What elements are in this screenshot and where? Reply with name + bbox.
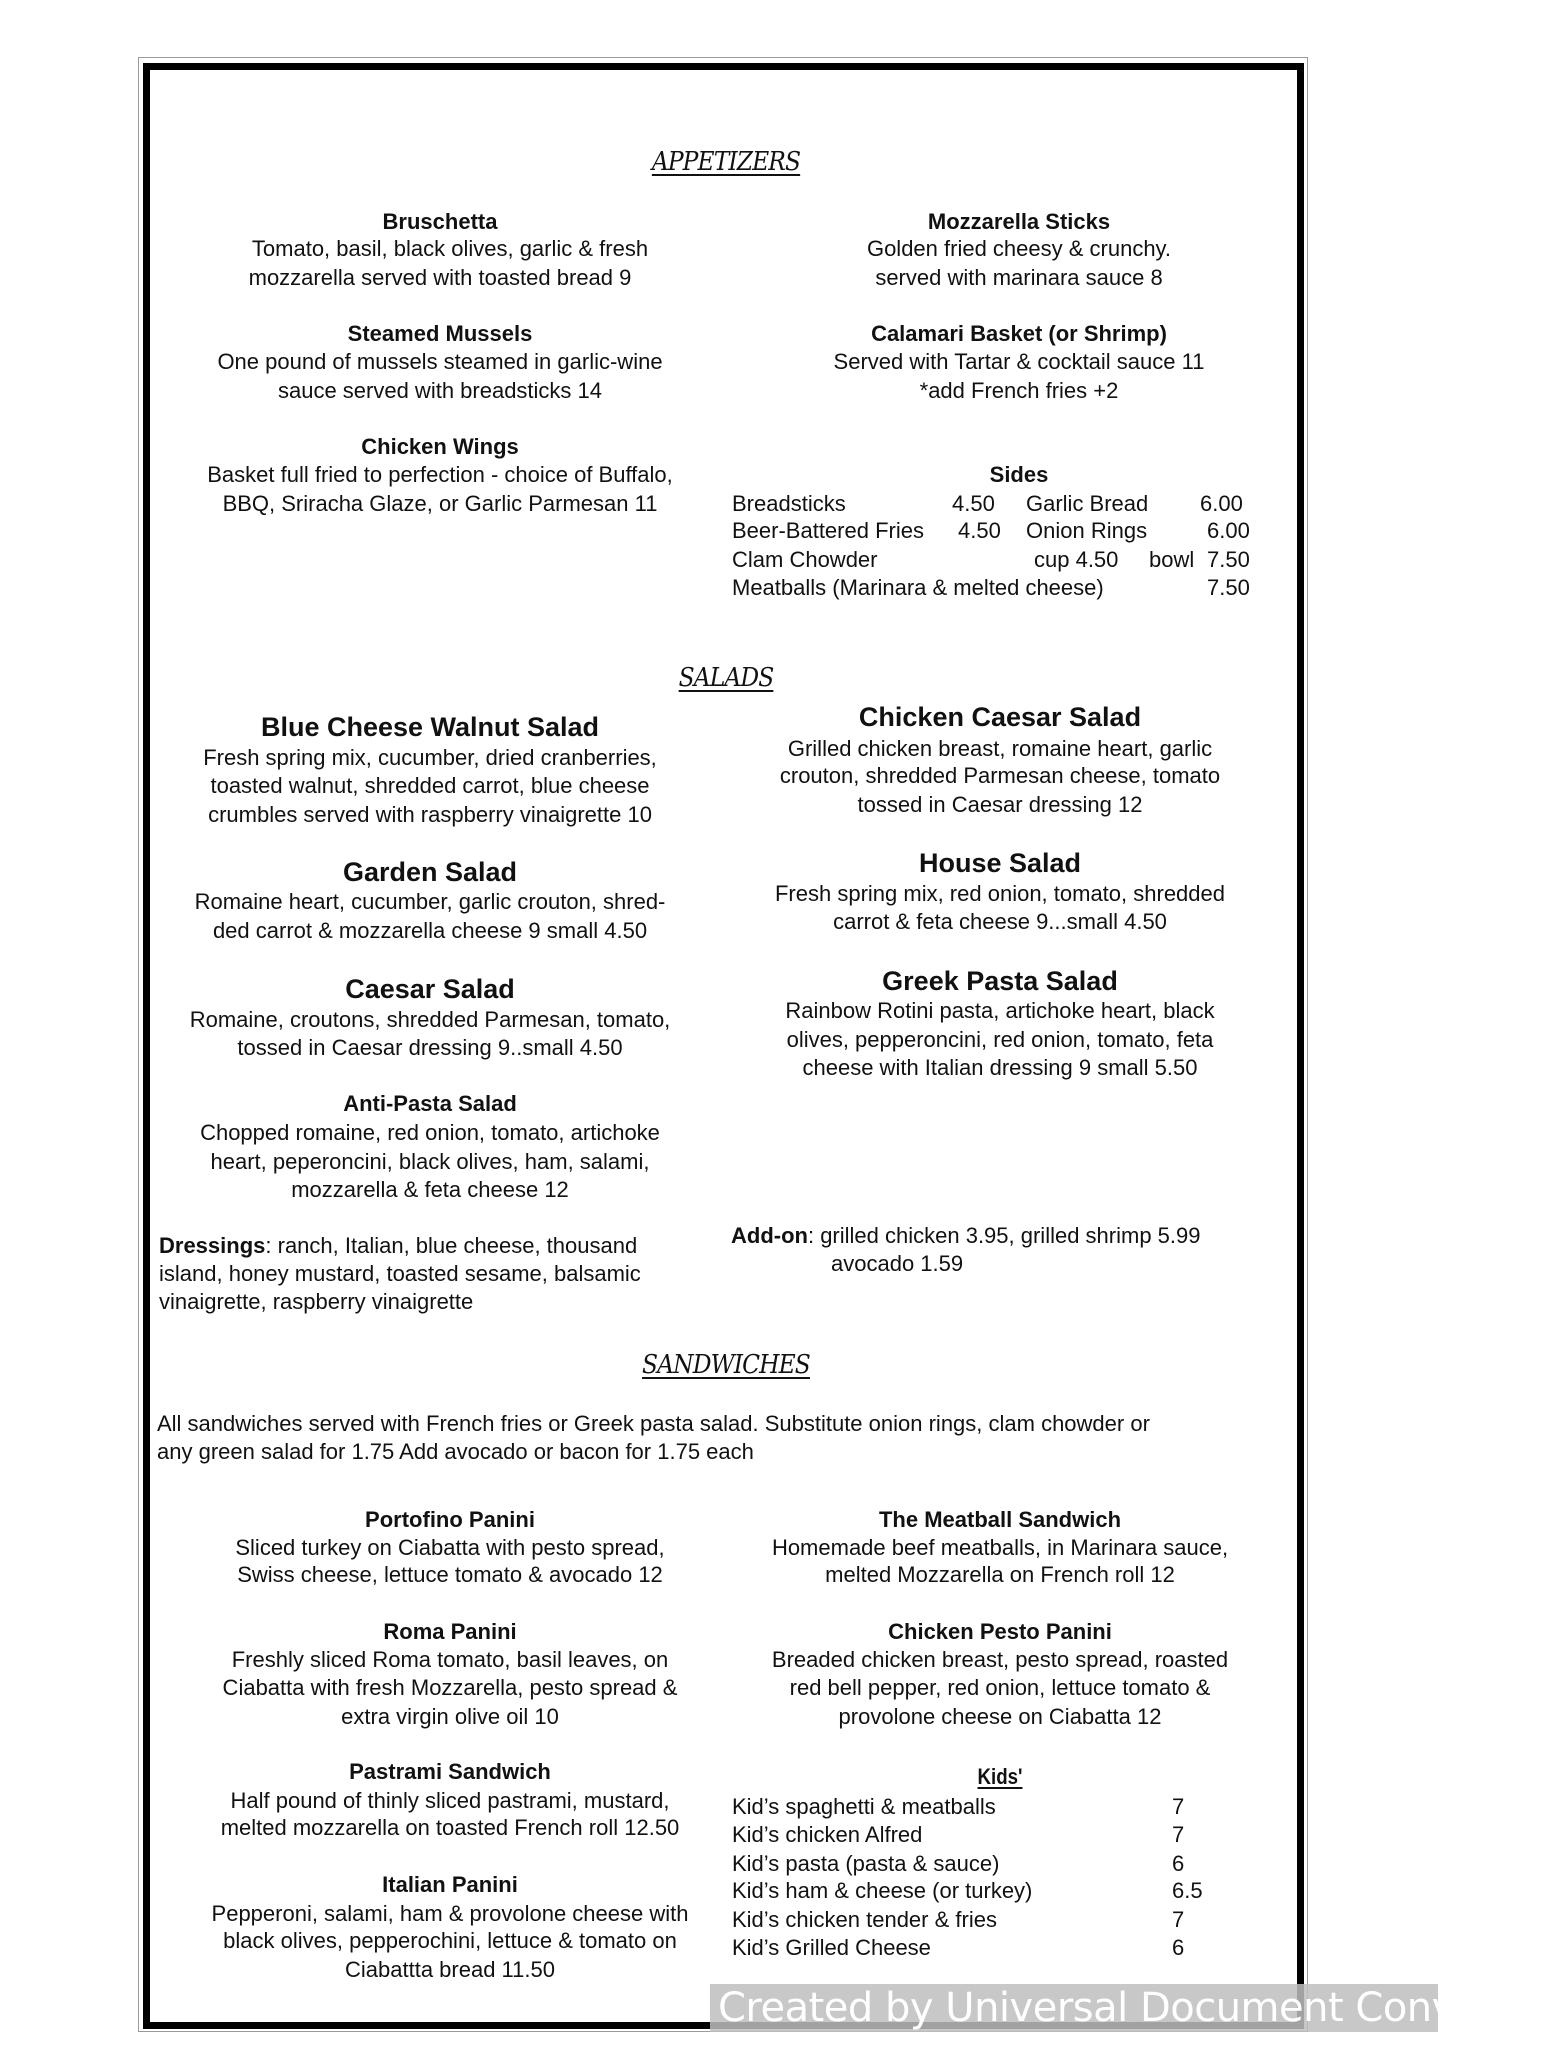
item-description-line: served with marinara sauce 8 [875,265,1163,290]
side-name: Beer-Battered Fries [732,518,924,543]
item-title: Mozzarella Sticks [927,209,1111,234]
item-description-line: crouton, shredded Parmesan cheese, tomato [779,763,1221,788]
salads-heading: SALADS [678,663,774,693]
item-description-line: melted mozzarella on toasted French roll 12.50 [220,1815,680,1840]
item-description-line: Romaine heart, cucumber, garlic crouton, shred- [194,889,666,914]
converter-watermark: Created by Universal Document Converter [710,1984,1438,2032]
side-price: 4.50 [952,491,995,516]
item-description-line: BBQ, Sriracha Glaze, or Garlic Parmesan 11 [222,491,658,516]
kids-item-name: Kid’s Grilled Cheese [732,1935,931,1960]
side-name: Breadsticks [732,491,846,516]
kids-item-price: 7 [1172,1794,1185,1819]
item-description-line: mozzarella served with toasted bread 9 [248,265,632,290]
sandwiches-intro-line: any green salad for 1.75 Add avocado or bacon for 1.75 each [157,1439,754,1464]
item-description-line: Breaded chicken breast, pesto spread, roasted [771,1647,1229,1672]
item-description-line: toasted walnut, shredded carrot, blue cheese [210,773,650,798]
item-description-line: *add French fries +2 [919,378,1119,403]
kids-heading: Kids' [977,1764,1023,1789]
addon-text: : grilled chicken 3.95, grilled shrimp 5.99 [807,1223,1201,1248]
dressings-text: : ranch, Italian, blue cheese, thousand [265,1233,638,1258]
addon-line [731,1222,1201,1250]
item-title: The Meatball Sandwich [878,1507,1122,1532]
item-title: House Salad [918,848,1082,878]
item-description-line: Basket full fried to perfection - choice of Buffalo, [207,462,673,487]
item-title: Anti-Pasta Salad [343,1091,517,1116]
item-description-line: Golden fried cheesy & crunchy. [866,236,1172,261]
item-description-line: heart, peperoncini, black olives, ham, salami, [210,1149,650,1174]
addon-line: avocado 1.59 [831,1251,964,1276]
item-description-line: crumbles served with raspberry vinaigrette 10 [208,802,652,827]
kids-item-name: Kid’s chicken Alfred [732,1822,923,1847]
item-title: Garden Salad [342,857,518,887]
item-title: Steamed Mussels [347,321,533,346]
dressings-line: island, honey mustard, toasted sesame, balsamic [159,1261,641,1286]
item-description-line: sauce served with breadsticks 14 [277,378,603,403]
item-description-line: Served with Tartar & cocktail sauce 11 [833,349,1205,374]
item-description-line: Rainbow Rotini pasta, artichoke heart, black [785,998,1215,1023]
item-title: Italian Panini [382,1872,518,1897]
item-title: Pastrami Sandwich [349,1759,551,1784]
kids-item-name: Kid’s pasta (pasta & sauce) [732,1851,1000,1876]
item-description-line: One pound of mussels steamed in garlic-wine [217,349,663,374]
item-title: Roma Panini [383,1619,517,1644]
item-title: Calamari Basket (or Shrimp) [871,321,1167,346]
kids-item-price: 7 [1172,1822,1185,1847]
side-price: 6.00 [1200,491,1243,516]
kids-item-name: Kid’s spaghetti & meatballs [732,1794,996,1819]
side-price: cup 4.50 [1034,547,1119,572]
sides-title: Sides [989,462,1049,487]
item-description-line: Pepperoni, salami, ham & provolone cheese with [211,1901,689,1926]
item-description-line: ded carrot & mozzarella cheese 9 small 4.50 [212,918,648,943]
side-price: 7.50 [1207,575,1250,600]
side-name: Garlic Bread [1026,491,1149,516]
kids-item-name: Kid’s ham & cheese (or turkey) [732,1878,1033,1903]
item-title: Chicken Pesto Panini [888,1619,1112,1644]
kids-item-name: Kid’s chicken tender & fries [732,1907,997,1932]
item-description-line: Ciabatta with fresh Mozzarella, pesto spread & [222,1675,678,1700]
item-description-line: Freshly sliced Roma tomato, basil leaves, on [231,1647,669,1672]
side-price: 4.50 [958,518,1001,543]
dressings-line [159,1232,637,1260]
kids-item-price: 6 [1172,1851,1185,1876]
item-description-line: red bell pepper, red onion, lettuce tomato & [789,1675,1211,1700]
dressings-label: Dressings [159,1233,266,1258]
side-name: Onion Rings [1026,518,1148,543]
sandwiches-heading: SANDWICHES [642,1350,810,1380]
item-description-line: Half pound of thinly sliced pastrami, mustard, [230,1788,670,1813]
appetizers-heading: APPETIZERS [651,147,801,177]
item-description-line: provolone cheese on Ciabatta 12 [838,1704,1162,1729]
item-description-line: Chopped romaine, red onion, tomato, artichoke [200,1120,660,1145]
item-description-line: Ciabattta bread 11.50 [345,1957,555,1982]
item-description-line: melted Mozzarella on French roll 12 [825,1562,1175,1587]
item-title: Greek Pasta Salad [882,966,1118,996]
item-description-line: Fresh spring mix, cucumber, dried cranberries, [203,745,657,770]
item-description-line: Romaine, croutons, shredded Parmesan, tomato, [189,1007,671,1032]
item-description-line: Swiss cheese, lettuce tomato & avocado 12 [237,1562,663,1587]
side-name: Meatballs (Marinara & melted cheese) [732,575,1104,600]
item-title: Portofino Panini [365,1507,535,1532]
side-price: 6.00 [1207,518,1250,543]
side-size-label: bowl [1149,547,1195,572]
sandwiches-intro-line: All sandwiches served with French fries or Greek pasta salad. Substitute onion rings, clam chowder or [157,1411,1150,1436]
item-description-line: Homemade beef meatballs, in Marinara sauce, [771,1535,1229,1560]
kids-item-price: 7 [1172,1907,1185,1932]
side-name: Clam Chowder [732,547,878,572]
kids-item-price: 6 [1172,1935,1185,1960]
side-price: 7.50 [1207,547,1250,572]
item-title: Chicken Caesar Salad [858,702,1142,732]
item-title: Chicken Wings [361,434,519,459]
addon-label: Add-on [731,1223,808,1248]
item-title: Caesar Salad [345,974,515,1004]
item-description-line: mozzarella & feta cheese 12 [291,1177,569,1202]
item-description-line: carrot & feta cheese 9...small 4.50 [833,909,1167,934]
item-description-line: Sliced turkey on Ciabatta with pesto spread, [235,1535,665,1560]
item-description-line: tossed in Caesar dressing 12 [857,792,1143,817]
dressings-line: vinaigrette, raspberry vinaigrette [159,1289,474,1314]
item-title: Blue Cheese Walnut Salad [260,712,600,742]
item-description-line: Fresh spring mix, red onion, tomato, shredded [774,881,1226,906]
item-title: Bruschetta [382,209,498,234]
item-description-line: tossed in Caesar dressing 9..small 4.50 [237,1035,623,1060]
item-description-line: extra virgin olive oil 10 [341,1704,559,1729]
item-description-line: Grilled chicken breast, romaine heart, garlic [787,736,1213,761]
item-description-line: cheese with Italian dressing 9 small 5.50 [802,1055,1198,1080]
item-description-line: black olives, pepperochini, lettuce & tomato on [223,1928,677,1953]
item-description-line: Tomato, basil, black olives, garlic & fresh [251,236,649,261]
kids-item-price: 6.5 [1172,1878,1203,1903]
item-description-line: olives, pepperoncini, red onion, tomato, feta [786,1027,1214,1052]
